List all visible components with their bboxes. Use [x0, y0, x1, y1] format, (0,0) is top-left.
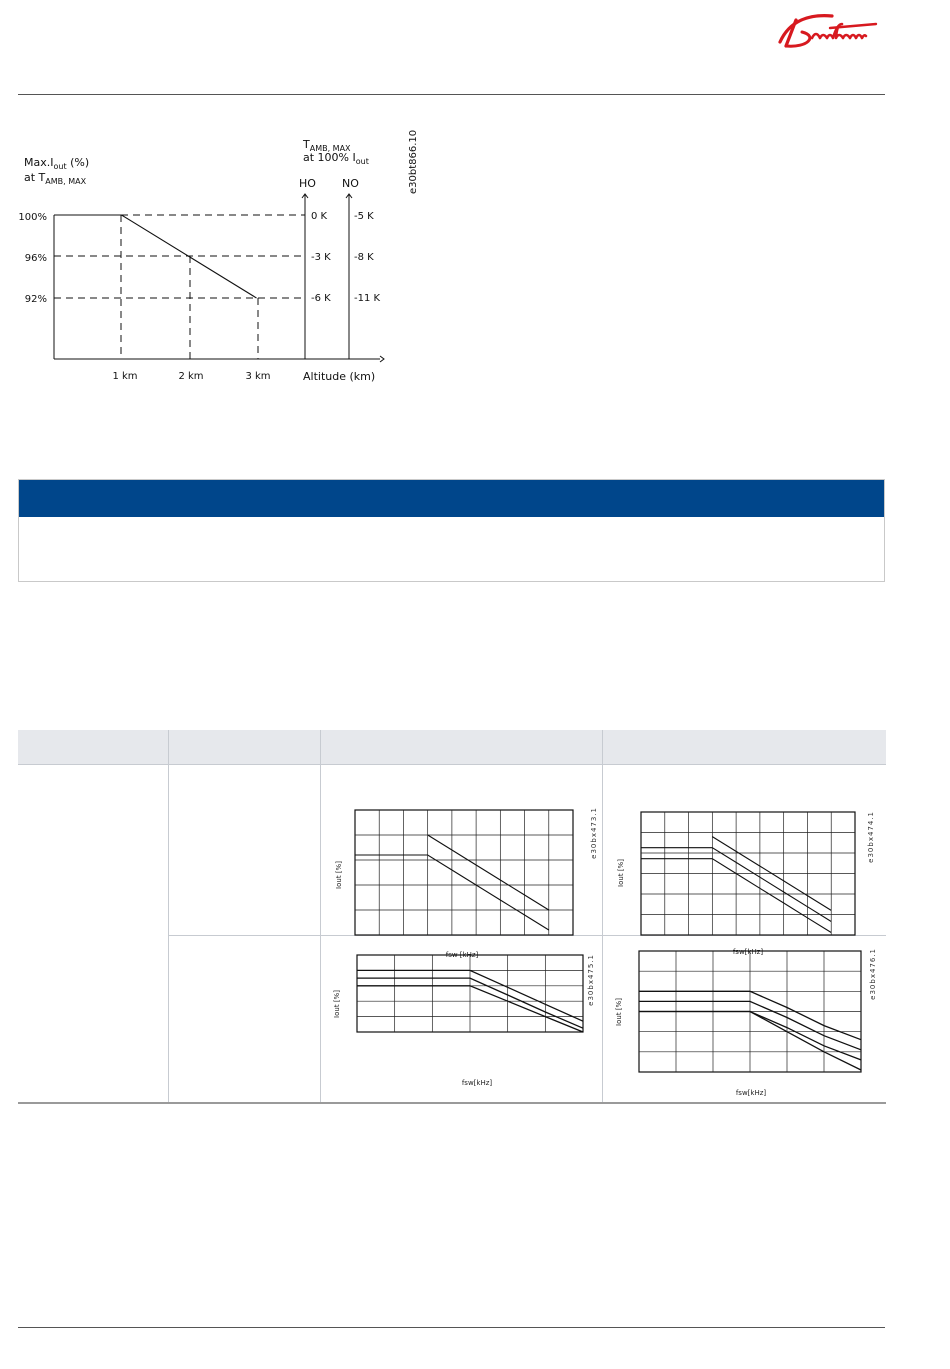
- table-cell-chart: [320, 936, 602, 1104]
- chart-code: e30bt866.10: [408, 129, 419, 194]
- series-line-1: [427, 835, 548, 910]
- figure-code: e30bx475.1: [586, 954, 595, 1006]
- ho-value-0: 0 K: [311, 211, 328, 222]
- y-axis-label: Iout [%]: [616, 859, 625, 887]
- y-axis-title-line2: at $T_{AMB, MAX}$: [24, 171, 87, 186]
- table-cell-group: [18, 765, 168, 1104]
- no-value-1: -8 K: [354, 252, 374, 263]
- table-header-row: [18, 730, 886, 765]
- derating-chart-1: [321, 765, 603, 959]
- ho-value-2: -6 K: [311, 293, 331, 304]
- danfoss-logo: [772, 8, 884, 52]
- derating-chart-4: [603, 936, 887, 1102]
- table-header-cell-3: [320, 730, 602, 765]
- x-axis-label: fsw[kHz]: [461, 1079, 492, 1087]
- altitude-derating-chart: [14, 128, 424, 390]
- x-axis-label: fsw[kHz]: [732, 948, 763, 956]
- table-cell-chart: [602, 765, 886, 956]
- y-axis-label: Iout [%]: [334, 861, 343, 889]
- header-rule: [18, 94, 885, 95]
- table-cell: [168, 936, 320, 1104]
- x-tick-1km: 1 km: [112, 371, 138, 382]
- y-tick-96: 96%: [24, 253, 47, 264]
- table-row: [18, 765, 886, 936]
- right-title: $T_{AMB, MAX}$: [303, 138, 351, 153]
- table-header-cell-2: [168, 730, 320, 765]
- x-tick-2km: 2 km: [178, 371, 204, 382]
- y-tick-100: 100%: [18, 212, 47, 223]
- y-tick-92: 92%: [24, 294, 47, 305]
- notice-header: [19, 480, 884, 517]
- no-value-0: -5 K: [354, 211, 374, 222]
- table-header-cell-4: [602, 730, 886, 765]
- table-cell-chart: [320, 765, 602, 959]
- switching-frequency-table: [18, 730, 886, 1104]
- y-axis-label: Iout [%]: [332, 990, 341, 1018]
- x-axis-label: fsw[kHz]: [735, 1089, 766, 1097]
- table-cell: [168, 765, 320, 936]
- figure-code: e30bx474.1: [866, 811, 875, 863]
- right-title-line2: at 100% $I_{out}$: [303, 151, 369, 166]
- derating-chart-3: [321, 936, 603, 1102]
- y-axis-title: $Max.I_{out}$ (%): [24, 156, 90, 171]
- y-axis-label: Iout [%]: [614, 998, 623, 1026]
- derating-chart-2: [603, 765, 887, 956]
- table-header-cell-1: [18, 730, 168, 765]
- x-tick-3km: 3 km: [245, 371, 271, 382]
- table-cell-chart: [602, 936, 886, 1104]
- no-label: NO: [342, 177, 359, 190]
- x-axis-label: fsw [kHz]: [445, 951, 478, 959]
- notice-box: [18, 479, 885, 582]
- plot-frame: [355, 810, 573, 935]
- ho-value-1: -3 K: [311, 252, 331, 263]
- ho-label: HO: [299, 177, 316, 190]
- figure-code: e30bx473.1: [589, 807, 598, 859]
- footer-rule: [18, 1327, 885, 1328]
- no-value-2: -11 K: [354, 293, 381, 304]
- figure-code: e30bx476.1: [868, 948, 877, 1000]
- x-axis-label: Altitude (km): [303, 370, 376, 383]
